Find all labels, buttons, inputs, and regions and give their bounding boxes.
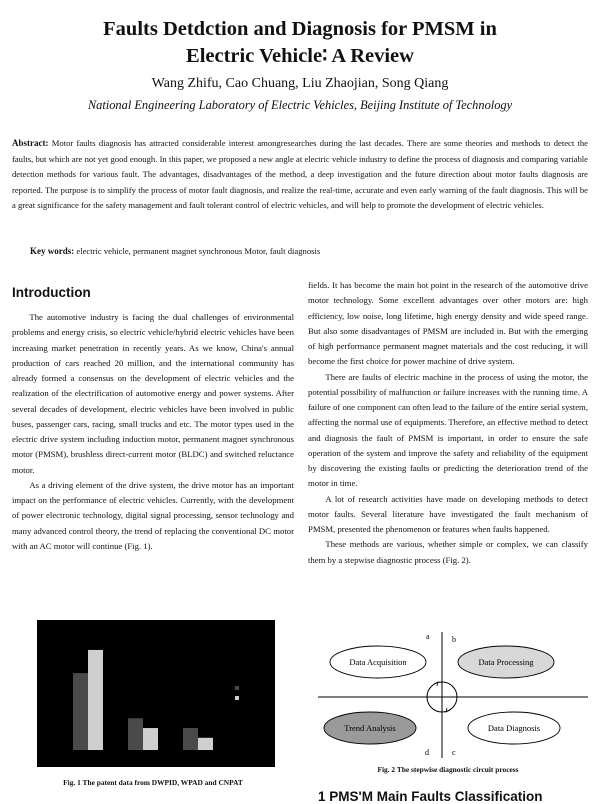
legend-marker-series-1	[235, 686, 239, 690]
paragraph: fields. It has become the main hot point in the research of the automotive drive motor technology. Some excellent advantages over other motors are: high efficiency, low noise, long lifetime, high energy density and wide speed range. But also some disadvantages of PMSM are included in. But with the emerging of high performance permanent magnet materials and the cost reducing, it will become the first choice for power machine of drive system.	[308, 280, 588, 367]
bar-series-2-cat-1	[88, 650, 103, 750]
abstract-label: Abstract:	[12, 138, 49, 148]
ellipse-label: Data Acquisition	[349, 657, 407, 667]
figure-2-diagram	[318, 632, 588, 758]
left-column	[12, 310, 294, 554]
chart-svg	[37, 620, 275, 767]
bar-series-1-cat-3	[183, 728, 198, 750]
paragraph: The automotive industry is facing the dual challenges of environmental problems and energy crisis, so electric vehicle/hybrid electric vehicles have been increasing market penetration in recently years. As we know, China's annual production of cars reached 20 million, and the international community has already formed a consensus on the development of electric vehicles and the realization of the electrification of automotive energy and power systems. After several decades of development, electric vehicles have been involved in public buses, passenger cars, racing, small trucks and etc. The motor types used in the electric drive system including induction motor, permanent magnet synchronous motor (PMSM), brushless direct-current motor (BLDC) and switched reluctance motor.	[12, 312, 294, 475]
arrow-icon	[446, 708, 450, 712]
label-c: c	[452, 748, 456, 757]
keywords	[30, 246, 320, 256]
paper-title	[0, 16, 600, 70]
section-heading-pmsm-faults: 1 PMS'M Main Faults Classification	[318, 789, 543, 804]
paragraph: These methods are various, whether simple or complex, we can classify them by a stepwise diagnostic process (Fig. 2).	[308, 539, 588, 565]
arrow-icon	[434, 682, 438, 686]
figure-1-caption: Fig. 1 The patent data from DWPID, WPAD and CNPAT	[63, 778, 243, 787]
paragraph: A lot of research activities have made on developing methods to detect motor faults. Several literature have investigated the fault mechanism of PMSM, presented the phenomenon or features when faults happened.	[308, 493, 588, 534]
bar-series-1-cat-1	[73, 673, 88, 750]
right-column	[308, 278, 588, 568]
authors: Wang Zhifu, Cao Chuang, Liu Zhaojian, Song Qiang	[151, 76, 449, 91]
title-line-1: Faults Detdction and Diagnosis for PMSM in	[103, 18, 497, 40]
label-d: d	[425, 748, 429, 757]
paragraph: There are faults of electric machine in the process of using the motor, the potential possibility of malfunction or failure increases with the running time. A failure of one component can often lead to the failure of the entire serial system, affecting the normal use of equipments. Therefore, an effective method to detect and diagnosis the fault of PMSM is important, in order to ensure the safe operation of the system and improve the safety and reliability of the equipment by discovering the existing faults or predicting the deterioration trend of the motor in time.	[308, 371, 588, 489]
keywords-text: electric vehicle, permanent magnet synchronous Motor, fault diagnosis	[74, 246, 321, 256]
keywords-label: Key words:	[30, 246, 75, 256]
section-heading-introduction: Introduction	[12, 285, 91, 300]
abstract-text: Motor faults diagnosis has attracted considerable interest amongresearches during the last decades. There are some theories and methods to detect the faults, but which are not yet good enough. In this paper, we proposed a new angle at electric vehicle industry to define the process of diagnosis and comparing variable detection methods for various fault. The advantages, disadvantages of the method, a deep investigation and the future direction about motor faults diagnosis are reported. The purpose is to simplify the process of motor fault diagnosis, and realize the real-time, accurate and even early warning of the fault diagnosis. This will be a great significance for the safety management and fault tolerant control of electric vehicles, and will help to promote the development of electric vehicles.	[12, 138, 588, 211]
paragraph: As a driving element of the drive system, the drive motor has an important impact on the performance of electric vehicles. Currently, with the development of power electronic technology, digital signal processing, sensor technology and many advanced control theory, the trend of replacing the conventional DC motor with an AC motor will continue (Fig. 1).	[12, 479, 294, 551]
diagram-svg	[318, 632, 588, 758]
affiliation: National Engineering Laboratory of Electric Vehicles, Beijing Institute of Technology	[87, 98, 513, 112]
ellipse-label: Data Processing	[478, 657, 534, 667]
figure-2-caption: Fig. 2 The stepwise diagnostic circuit process	[377, 765, 519, 774]
abstract	[12, 136, 588, 214]
label-a: a	[426, 632, 430, 641]
title-line-2: Electric Vehicle∶ A Review	[186, 45, 414, 67]
figure-1-bar-chart	[37, 620, 275, 767]
bar-series-2-cat-2	[143, 728, 158, 750]
legend-marker-series-2	[235, 696, 239, 700]
ellipse-label: Data Diagnosis	[487, 723, 541, 733]
label-b: b	[452, 635, 456, 644]
bar-series-2-cat-3	[198, 738, 213, 750]
ellipse-label: Trend Analysis	[344, 723, 396, 733]
bar-series-1-cat-2	[128, 718, 143, 750]
